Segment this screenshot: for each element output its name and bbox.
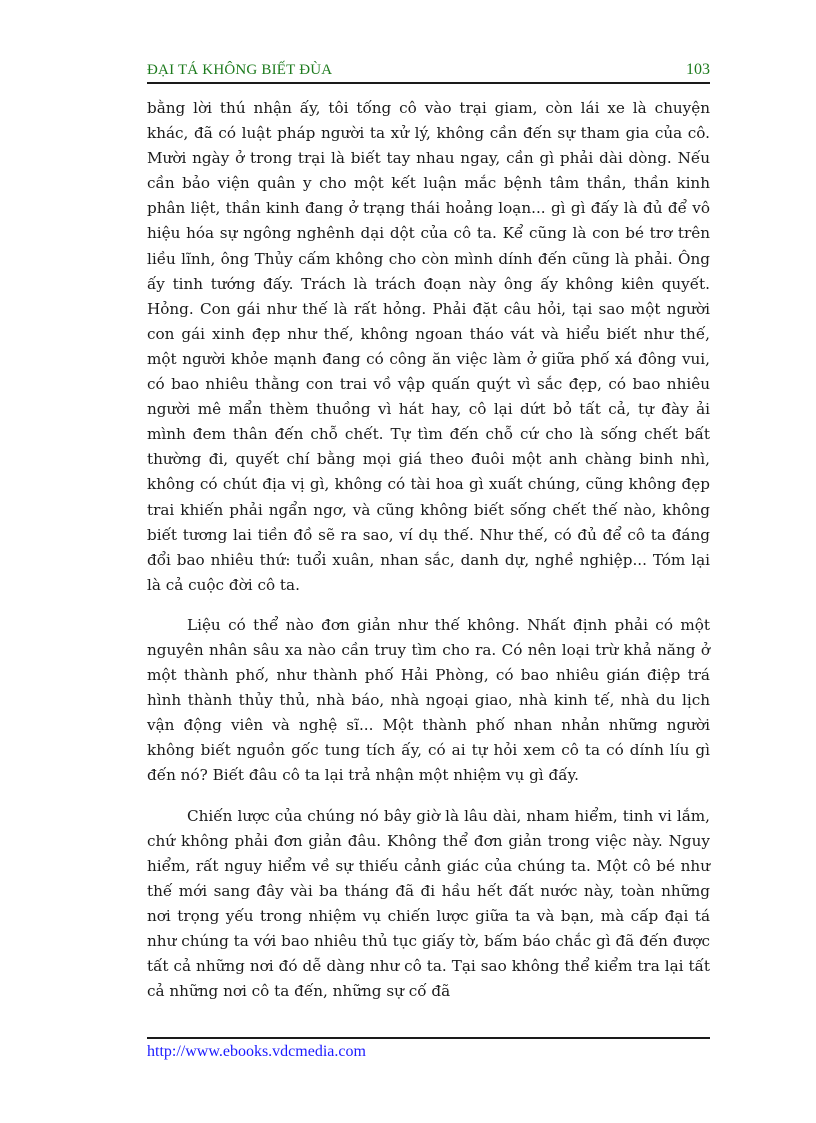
paragraph: Chiến lược của chúng nó bây giờ là lâu dài, nham hiểm, tinh vi lắm, chứ không phải đơn giản đâu. Không thể đơn giản trong việc này. Nguy hiểm, rất nguy hiểm về sự thiếu cảnh giác của chúng ta. Một cô bé như thế mới sang đây vài ba tháng đã đi hầu hết đất nước này, toàn những nơi trọng yếu trong nhiệm vụ chiến lược giữa ta và bạn, mà cấp đại tá như chúng ta với bao nhiêu thủ tục giấy tờ, bấm báo chắc gì đã đến được tất cả những nơi đó dễ dàng như cô ta. Tại sao không thể kiểm tra lại tất cả những nơi cô ta đến, những sự cố đã (147, 806, 710, 1001)
footer-url-link[interactable]: http://www.ebooks.vdcmedia.com (147, 1043, 366, 1060)
page-body (147, 96, 710, 1004)
paragraph-continued: bằng lời thú nhận ấy, tôi tống cô vào trại giam, còn lái xe là chuyện khác, đã có luật pháp người ta xử lý, không cần đến sự tham gia của cô. Mười ngày ở trong trại là biết tay nhau ngay, cần gì phải dài dòng. Nếu cần bảo viện quân y cho một kết luận mắc bệnh tâm thần, thần kinh phân liệt, thần kinh đang ở trạng thái hoảng loạn... gì gì đấy là đủ để vô hiệu hóa sự ngông nghênh dại dột của cô ta. Kể cũng là con bé trơ trên liều lĩnh, ông Thủy cấm không cho còn mình dính đến cũng là phải. Ông ấy tinh tướng đấy. Trách là trách đoạn này ông ấy không kiên quyết. Hỏng. Con gái như thế là rất hỏng. Phải đặt câu hỏi, tại sao một người con gái xinh đẹp như thế, không ngoan tháo vát và hiểu biết như thế, một người khỏe mạnh đang có công ăn việc làm ở giữa phố xá đông vui, có bao nhiêu thằng con trai vồ vập quấn quýt vì sắc đẹp, có bao nhiêu người mê mẩn thèm thuồng vì hát hay, cô lại dứt bỏ tất cả, tự đày ải mình đem thân đến chỗ chết. Tự tìm đến chỗ cứ cho là sống chết bất thường đi, quyết chí bằng mọi giá theo đuôi một anh chàng binh nhì, không có chút địa vị gì, không có tài hoa gì xuất chúng, cũng không đẹp trai khiến phải ngẩn ngơ, và cũng không biết sống chết thế nào, không biết tương lai tiền đồ sẽ ra sao, ví dụ thế. Như thế, có đủ để cô ta đáng đổi bao nhiêu thứ: tuổi xuân, nhan sắc, danh dự, nghề nghiệp... Tóm lại là cả cuộc đời cô ta. (147, 99, 710, 594)
footer-divider (147, 1037, 710, 1039)
page-number: 103 (686, 61, 710, 78)
page-header (147, 60, 710, 84)
paragraph: Liệu có thể nào đơn giản như thế không. Nhất định phải có một nguyên nhân sâu xa nào cần truy tìm cho ra. Có nên loại trừ khả năng ở một thành phố, như thành phố Hải Phòng, có bao nhiêu gián điệp trá hình thành thủy thủ, nhà báo, nhà ngoại giao, nhà kinh tế, nhà du lịch vận động viên và nghệ sĩ... Một thành phố nhan nhản những người không biết nguồn gốc tung tích ấy, có ai tự hỏi xem cô ta có dính líu gì đến nó? Biết đâu cô ta lại trả nhận một nhiệm vụ gì đấy. (147, 615, 710, 785)
running-title: ĐẠI TÁ KHÔNG BIẾT ĐÙA (147, 62, 333, 78)
